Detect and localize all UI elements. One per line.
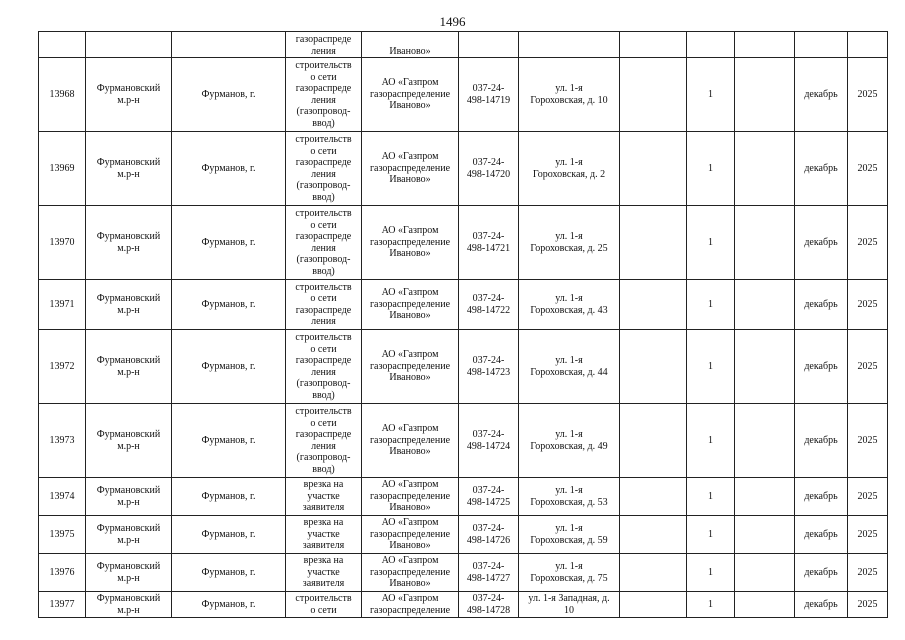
- cell-district: Фурмановский м.р-н: [86, 592, 172, 618]
- cell-empty: [620, 330, 687, 404]
- cell-code: 037-24- 498-14723: [459, 330, 519, 404]
- cell-month: декабрь: [795, 280, 848, 330]
- cell-organization: АО «Газпром газораспределение Иваново»: [362, 554, 459, 592]
- cell-district: Фурмановский м.р-н: [86, 404, 172, 478]
- cell-empty: [620, 132, 687, 206]
- cell-quantity: 1: [687, 478, 735, 516]
- cell-year: 2025: [848, 554, 888, 592]
- cell-organization: АО «Газпром газораспределение Иваново»: [362, 330, 459, 404]
- cell-empty: [620, 554, 687, 592]
- cell-work-type: строительств о сети газораспреде ления (газопровод- ввод): [286, 58, 362, 132]
- cell-address: ул. 1-я Гороховская, д. 49: [519, 404, 620, 478]
- cell-address: ул. 1-я Западная, д. 10: [519, 592, 620, 618]
- table-body: [39, 32, 888, 618]
- cell-quantity: 1: [687, 206, 735, 280]
- cell-year: 2025: [848, 592, 888, 618]
- cell-organization: АО «Газпром газораспределение Иваново»: [362, 516, 459, 554]
- cell-empty: [620, 478, 687, 516]
- cell-work-type: врезка на участке заявителя: [286, 516, 362, 554]
- cell-year: 2025: [848, 206, 888, 280]
- cell-quantity: 1: [687, 404, 735, 478]
- cell-settlement: Фурманов, г.: [172, 280, 286, 330]
- cell-number: 13973: [39, 404, 86, 478]
- continuation-row: [39, 32, 888, 58]
- cell-number: 13976: [39, 554, 86, 592]
- cell-address: ул. 1-я Гороховская, д. 59: [519, 516, 620, 554]
- cell-district: Фурмановский м.р-н: [86, 132, 172, 206]
- cell-month: декабрь: [795, 592, 848, 618]
- cell-year: 2025: [848, 478, 888, 516]
- cell-number: 13969: [39, 132, 86, 206]
- cell-settlement: Фурманов, г.: [172, 330, 286, 404]
- cell-district: Фурмановский м.р-н: [86, 206, 172, 280]
- cell-address: ул. 1-я Гороховская, д. 75: [519, 554, 620, 592]
- cell-empty: [620, 516, 687, 554]
- cell-quantity: 1: [687, 280, 735, 330]
- cell-year: 2025: [848, 516, 888, 554]
- cell-month: декабрь: [795, 554, 848, 592]
- cell-number: 13974: [39, 478, 86, 516]
- cell-year: 2025: [848, 404, 888, 478]
- table-row: [39, 404, 888, 478]
- cell-empty: [620, 592, 687, 618]
- cell-address: ул. 1-я Гороховская, д. 43: [519, 280, 620, 330]
- cell-number: 13972: [39, 330, 86, 404]
- cell-month: декабрь: [795, 516, 848, 554]
- cell-number: 13975: [39, 516, 86, 554]
- cell-code: 037-24- 498-14724: [459, 404, 519, 478]
- cell-code: 037-24- 498-14725: [459, 478, 519, 516]
- cell-month: декабрь: [795, 206, 848, 280]
- cell-empty: [735, 132, 795, 206]
- cell-year: 2025: [848, 330, 888, 404]
- cell-organization: АО «Газпром газораспределение Иваново»: [362, 206, 459, 280]
- cell-code: 037-24- 498-14720: [459, 132, 519, 206]
- cell-empty: [735, 516, 795, 554]
- cell-empty: [620, 58, 687, 132]
- cell-quantity: 1: [687, 592, 735, 618]
- cell-year: 2025: [848, 132, 888, 206]
- cell-code: 037-24- 498-14722: [459, 280, 519, 330]
- cell-number: 13970: [39, 206, 86, 280]
- cell-empty: [735, 206, 795, 280]
- cell-empty: [620, 280, 687, 330]
- cell-code: 037-24- 498-14727: [459, 554, 519, 592]
- cell-month: декабрь: [795, 330, 848, 404]
- cell-year: 2025: [848, 280, 888, 330]
- cell-address: ул. 1-я Гороховская, д. 2: [519, 132, 620, 206]
- table-row: [39, 516, 888, 554]
- cell-settlement: Фурманов, г.: [172, 132, 286, 206]
- cell-quantity: 1: [687, 330, 735, 404]
- table-row: [39, 330, 888, 404]
- cell-code: 037-24- 498-14719: [459, 58, 519, 132]
- cell-code: 037-24- 498-14721: [459, 206, 519, 280]
- cell-address: ул. 1-я Гороховская, д. 25: [519, 206, 620, 280]
- table-row: [39, 554, 888, 592]
- cell-work-type: строительств о сети газораспреде ления (газопровод- ввод): [286, 330, 362, 404]
- table-row: [39, 280, 888, 330]
- cell-work-type: врезка на участке заявителя: [286, 478, 362, 516]
- cell-work-type: врезка на участке заявителя: [286, 554, 362, 592]
- cell-month: декабрь: [795, 132, 848, 206]
- cell-address: ул. 1-я Гороховская, д. 44: [519, 330, 620, 404]
- cell-quantity: 1: [687, 554, 735, 592]
- cell-settlement: Фурманов, г.: [172, 478, 286, 516]
- cell-organization: АО «Газпром газораспределение Иваново»: [362, 404, 459, 478]
- cell-empty: [735, 478, 795, 516]
- cell-number: 13971: [39, 280, 86, 330]
- table-row: [39, 592, 888, 618]
- cell-work-type: строительств о сети: [286, 592, 362, 618]
- cell-organization: АО «Газпром газораспределение Иваново»: [362, 280, 459, 330]
- cell-settlement: Фурманов, г.: [172, 58, 286, 132]
- cell-organization: АО «Газпром газораспределение Иваново»: [362, 58, 459, 132]
- cell-work-type: газораспреде ления: [286, 32, 362, 58]
- cell-quantity: 1: [687, 58, 735, 132]
- cell-code: 037-24- 498-14728: [459, 592, 519, 618]
- cell-organization: АО «Газпром газораспределение Иваново»: [362, 478, 459, 516]
- cell-empty: [735, 592, 795, 618]
- cell-quantity: 1: [687, 132, 735, 206]
- cell-code: 037-24- 498-14726: [459, 516, 519, 554]
- cell-month: декабрь: [795, 58, 848, 132]
- cell-district: Фурмановский м.р-н: [86, 554, 172, 592]
- cell-organization: Иваново»: [362, 32, 459, 58]
- cell-organization: АО «Газпром газораспределение Иваново»: [362, 132, 459, 206]
- cell-settlement: Фурманов, г.: [172, 592, 286, 618]
- cell-empty: [620, 404, 687, 478]
- cell-work-type: строительств о сети газораспреде ления (газопровод- ввод): [286, 132, 362, 206]
- cell-address: ул. 1-я Гороховская, д. 53: [519, 478, 620, 516]
- table-row: [39, 206, 888, 280]
- cell-month: декабрь: [795, 478, 848, 516]
- register-table: [38, 31, 888, 618]
- cell-empty: [735, 404, 795, 478]
- cell-settlement: Фурманов, г.: [172, 404, 286, 478]
- cell-settlement: Фурманов, г.: [172, 554, 286, 592]
- cell-empty: [735, 330, 795, 404]
- cell-district: Фурмановский м.р-н: [86, 58, 172, 132]
- table-row: [39, 132, 888, 206]
- cell-district: Фурмановский м.р-н: [86, 330, 172, 404]
- cell-number: 13977: [39, 592, 86, 618]
- cell-settlement: Фурманов, г.: [172, 206, 286, 280]
- cell-empty: [620, 206, 687, 280]
- cell-address: ул. 1-я Гороховская, д. 10: [519, 58, 620, 132]
- cell-district: Фурмановский м.р-н: [86, 516, 172, 554]
- cell-work-type: строительств о сети газораспреде ления (газопровод- ввод): [286, 206, 362, 280]
- cell-quantity: 1: [687, 516, 735, 554]
- cell-month: декабрь: [795, 404, 848, 478]
- page-number: 1496: [439, 14, 466, 29]
- cell-year: 2025: [848, 58, 888, 132]
- table-row: [39, 478, 888, 516]
- cell-district: Фурмановский м.р-н: [86, 280, 172, 330]
- cell-district: Фурмановский м.р-н: [86, 478, 172, 516]
- cell-empty: [735, 280, 795, 330]
- cell-work-type: строительств о сети газораспреде ления (газопровод- ввод): [286, 404, 362, 478]
- cell-number: 13968: [39, 58, 86, 132]
- cell-organization: АО «Газпром газораспределение: [362, 592, 459, 618]
- cell-empty: [735, 554, 795, 592]
- cell-work-type: строительств о сети газораспреде ления: [286, 280, 362, 330]
- table-row: [39, 58, 888, 132]
- cell-empty: [735, 58, 795, 132]
- cell-settlement: Фурманов, г.: [172, 516, 286, 554]
